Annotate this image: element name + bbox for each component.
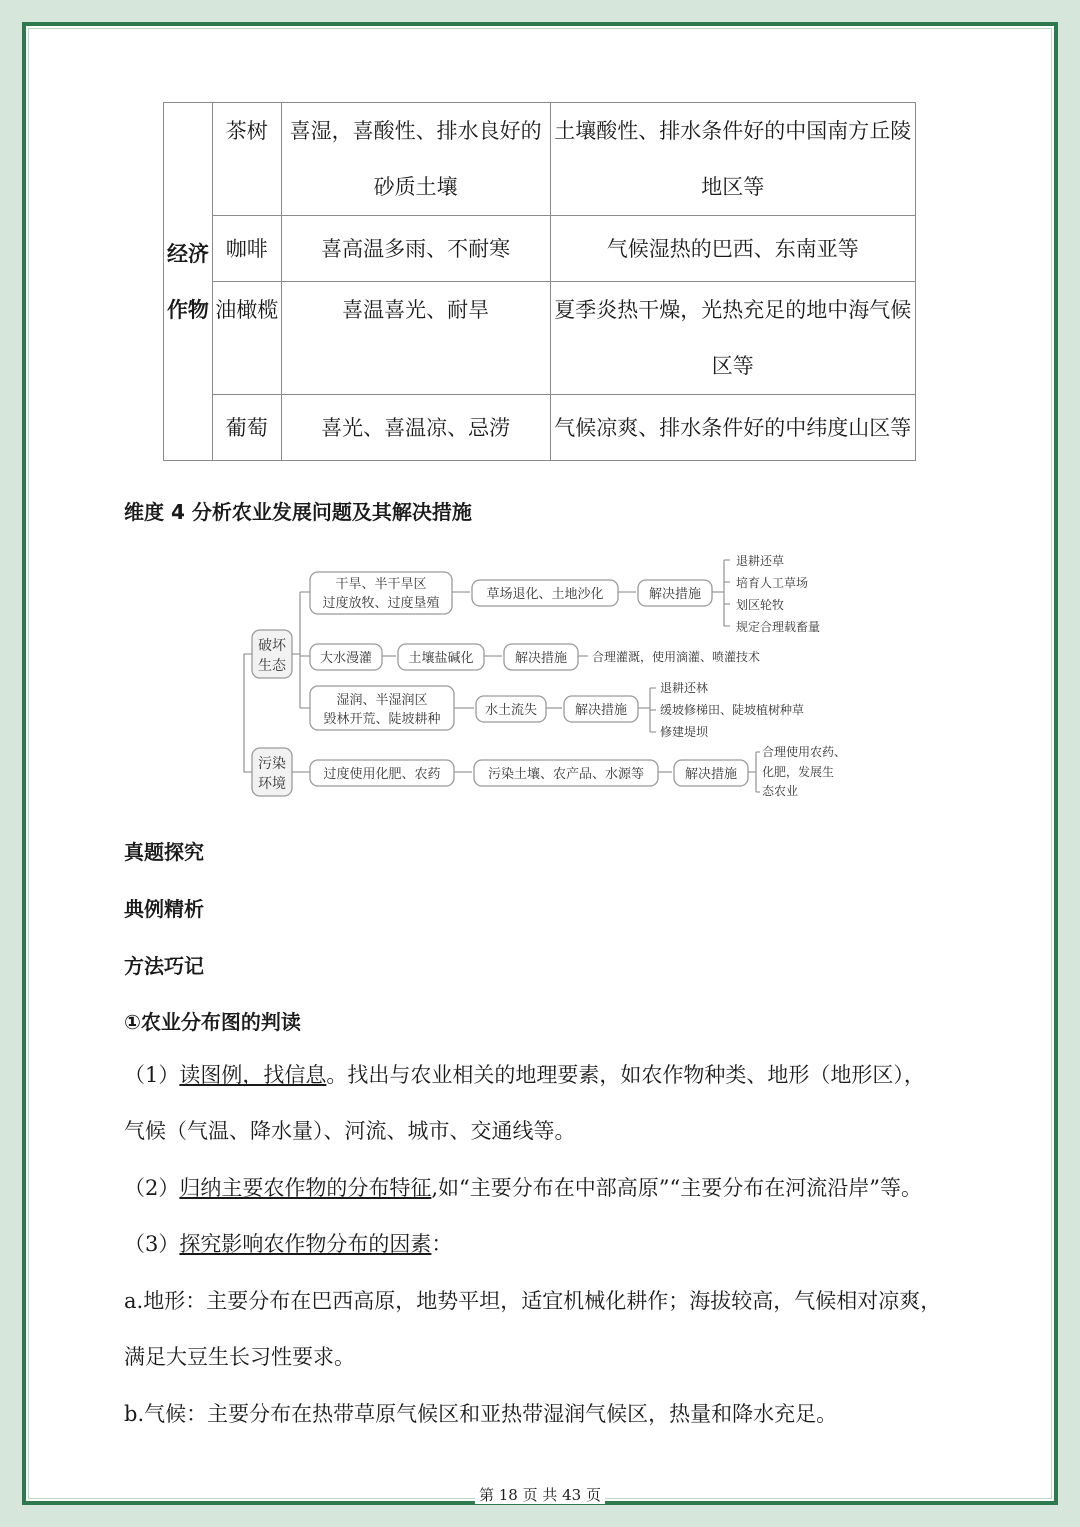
area-line: 地区等 (701, 175, 765, 199)
page-number-text: 第 18 页 共 43 页 (475, 1486, 605, 1504)
heading-method: 方法巧记 (124, 954, 204, 978)
paragraph-step-3 (124, 1216, 964, 1272)
problem-label: 污染土壤、农产品、水源等 (487, 767, 645, 782)
category-line: 经济 (166, 240, 209, 266)
area-line: 区等 (711, 354, 754, 378)
crop-area: 气候凉爽、排水条件好的中纬度山区等 (550, 395, 915, 461)
page-number (0, 1484, 1080, 1505)
crop-need (281, 103, 550, 216)
cause-label: 干旱、半干旱区 (335, 577, 427, 592)
measure-item: 修建堤坝 (660, 725, 709, 739)
step-key: 归纳主要农作物的分布特征 (179, 1176, 432, 1200)
step-text: ,如“主要分布在中部高原”“主要分布在河流沿岸”等。 (431, 1176, 922, 1200)
crop-name: 葡萄 (212, 395, 281, 461)
measure-item: 培育人工草场 (736, 576, 809, 590)
heading-examples: 典例精析 (124, 897, 204, 921)
measure-label: 解决措施 (684, 767, 738, 782)
crop-area (550, 103, 915, 216)
root-label: 生态 (258, 658, 286, 674)
step-number: （2） (124, 1176, 180, 1200)
root-label: 破坏 (258, 638, 286, 654)
cause-label: 过度使用化肥、农药 (323, 767, 441, 782)
paragraph-terrain-cont: 满足大豆生长习性要求。 (124, 1345, 355, 1369)
problem-label: 草场退化、土地沙化 (486, 587, 604, 602)
paragraph-step-2 (124, 1160, 964, 1216)
measure-item: 化肥，发展生 (762, 765, 835, 779)
problem-label: 水土流失 (484, 703, 538, 718)
need-line: 喜湿，喜酸性、排水良好的 (289, 119, 542, 143)
heading-real-questions: 真题探究 (124, 840, 204, 864)
measure-item: 退耕还草 (736, 554, 785, 568)
crop-need: 喜光、喜温凉、忌涝 (281, 395, 550, 461)
problem-diagram (240, 548, 860, 803)
problem-label: 土壤盐碱化 (408, 651, 474, 666)
root-label: 环境 (258, 776, 286, 792)
crop-need: 喜温喜光、耐旱 (281, 282, 550, 395)
cause-label: 湿润、半湿润区 (336, 693, 428, 708)
measure-item: 缓坡修梯田、陡坡植树种草 (660, 703, 805, 717)
table-row (164, 103, 916, 216)
measure-label: 解决措施 (574, 703, 628, 718)
step-key: 读图例，找信息 (179, 1063, 327, 1087)
measure-item: 合理使用农药、 (762, 745, 847, 759)
crop-area (550, 282, 915, 395)
crop-area: 气候湿热的巴西、东南亚等 (550, 216, 915, 282)
step-text: 。找出与农业相关的地理要素，如农作物种类、地形（地形区）， (326, 1063, 925, 1087)
cause-label: 大水漫灌 (319, 651, 373, 666)
crop-name: 油橄榄 (212, 282, 281, 395)
table-row (164, 216, 916, 282)
paragraph-climate: b.气候：主要分布在热带草原气候区和亚热带湿润气候区，热量和降水充足。 (124, 1402, 838, 1426)
category-line: 作物 (166, 296, 209, 322)
crop-need: 喜高温多雨、不耐寒 (281, 216, 550, 282)
step-key: 探究影响农作物分布的因素 (179, 1232, 432, 1256)
category-cell (164, 103, 213, 461)
measure-item: 合理灌溉，使用滴灌、喷灌技术 (592, 650, 761, 664)
table-row (164, 395, 916, 461)
step-text: ： (431, 1232, 453, 1256)
measure-item: 划区轮牧 (736, 598, 785, 612)
measure-item: 态农业 (762, 784, 799, 798)
paragraph-terrain: a.地形：主要分布在巴西高原，地势平坦，适宜机械化耕作；海拔较高，气候相对凉爽， (124, 1289, 942, 1313)
heading-map-reading: ①农业分布图的判读 (124, 1010, 301, 1034)
paragraph-step-1-cont: 气候（气温、降水量）、河流、城市、交通线等。 (124, 1119, 576, 1143)
area-line: 夏季炎热干燥，光热充足的地中海气候 (554, 298, 912, 322)
step-number: （1） (124, 1063, 180, 1087)
measure-item: 退耕还林 (660, 681, 709, 695)
crop-table (163, 102, 916, 461)
paragraph-step-1 (124, 1047, 964, 1103)
section-title: 维度 4 分析农业发展问题及其解决措施 (124, 500, 472, 524)
cause-label: 过度放牧、过度垦殖 (322, 596, 440, 611)
step-number: （3） (124, 1232, 180, 1256)
measure-item: 规定合理载畜量 (736, 620, 821, 634)
need-line: 砂质土壤 (373, 175, 458, 199)
crop-name: 咖啡 (212, 216, 281, 282)
crop-name: 茶树 (212, 103, 281, 216)
table-row (164, 282, 916, 395)
cause-label: 毁林开荒、陡坡耕种 (323, 712, 441, 727)
measure-label: 解决措施 (648, 587, 702, 602)
root-label: 污染 (258, 756, 286, 772)
area-line: 土壤酸性、排水条件好的中国南方丘陵 (554, 119, 912, 143)
measure-label: 解决措施 (514, 651, 568, 666)
